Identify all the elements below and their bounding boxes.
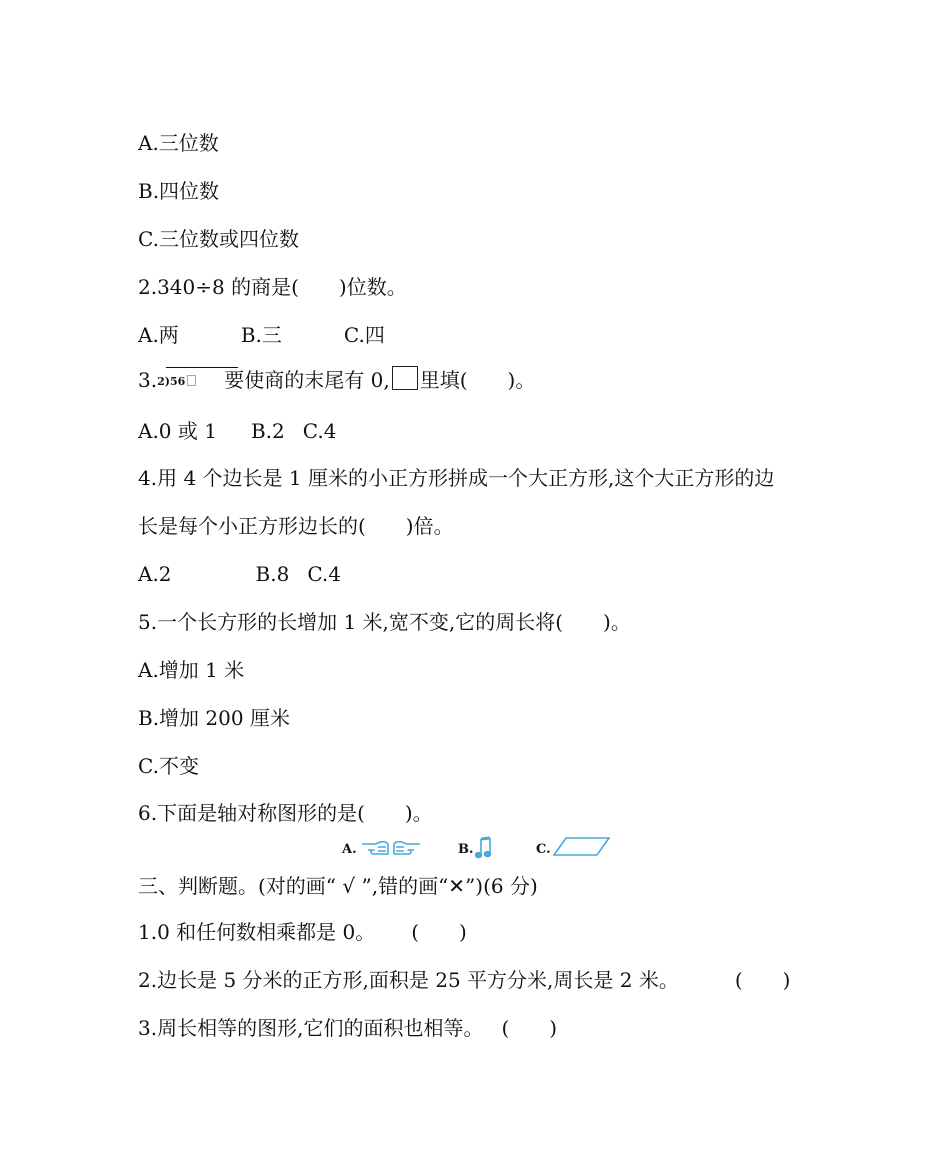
q5-text: 5.一个长方形的长增加 1 米,宽不变,它的周长将( )。 (138, 610, 631, 634)
q2-text: 2.340÷8 的商是( )位数。 (138, 275, 407, 299)
q5-option-a: A.增加 1 米 (138, 658, 245, 682)
q3-text-after-box: 里填( )。 (419, 368, 536, 392)
q4-option-a: A.2 (138, 562, 172, 586)
q2-options (138, 323, 385, 347)
division-bracket-icon: ) (164, 375, 170, 388)
parallelogram-icon (552, 836, 612, 858)
judge-item-3 (138, 1016, 557, 1040)
answer-blank-3[interactable]: ( ) (501, 1016, 558, 1040)
long-division-figure (157, 370, 196, 394)
blank-box-icon (392, 366, 418, 390)
q1-option-c: C.三位数或四位数 (138, 227, 299, 251)
q4-text-line1: 4.用 4 个边长是 1 厘米的小正方形拼成一个大正方形,这个大正方形的边 (138, 466, 775, 490)
q4-option-c: C.4 (307, 562, 341, 586)
answer-blank-1[interactable]: ( ) (411, 920, 467, 944)
judge-item-1 (138, 920, 467, 944)
q4-option-b: B.8 (255, 562, 290, 586)
q1-option-a: A.三位数 (138, 131, 219, 155)
q3-options (138, 419, 336, 443)
judge-item-3-text: 3.周长相等的图形,它们的面积也相等。 (138, 1016, 484, 1040)
music-note-icon (475, 836, 493, 860)
q2-option-a: A.两 (138, 323, 179, 347)
q6-figure-a-label: A. (342, 842, 357, 857)
q3-text-before-box: 要使商的末尾有 0, (224, 368, 390, 392)
q2-option-c: C.四 (343, 323, 385, 347)
q3-number: 3. (138, 368, 158, 392)
dividend: 56 (169, 375, 186, 388)
q3-option-c: C.4 (302, 419, 337, 443)
q6-figure-c-label: C. (536, 842, 551, 857)
q4-options (138, 562, 341, 586)
judge-item-2 (138, 968, 790, 992)
q3-option-a: A.0 或 1 (138, 419, 217, 443)
section3-heading: 三、判断题。(对的画“ √ ”,错的画“✕”)(6 分) (138, 874, 538, 898)
q5-option-c: C.不变 (138, 754, 199, 778)
judge-item-1-text: 1.0 和任何数相乘都是 0。 (138, 920, 376, 944)
q6-text: 6.下面是轴对称图形的是( )。 (138, 801, 433, 825)
q3-option-b: B.2 (250, 419, 285, 443)
q5-option-b: B.增加 200 厘米 (138, 706, 290, 730)
pointing-hands-icon (360, 836, 422, 858)
answer-blank-2[interactable]: ( ) (734, 968, 791, 992)
q4-text-line2: 长是每个小正方形边长的( )倍。 (138, 514, 454, 538)
judge-item-2-text: 2.边长是 5 分米的正方形,面积是 25 平方分米,周长是 2 米。 (138, 968, 679, 992)
q6-figure-b-label: B. (458, 842, 474, 857)
q2-option-b: B.三 (240, 323, 282, 347)
q3-text (138, 366, 535, 394)
division-bar (166, 367, 238, 368)
divisor: 2 (157, 375, 165, 388)
q1-option-b: B.四位数 (138, 179, 220, 203)
dividend-blank-box (187, 375, 196, 386)
